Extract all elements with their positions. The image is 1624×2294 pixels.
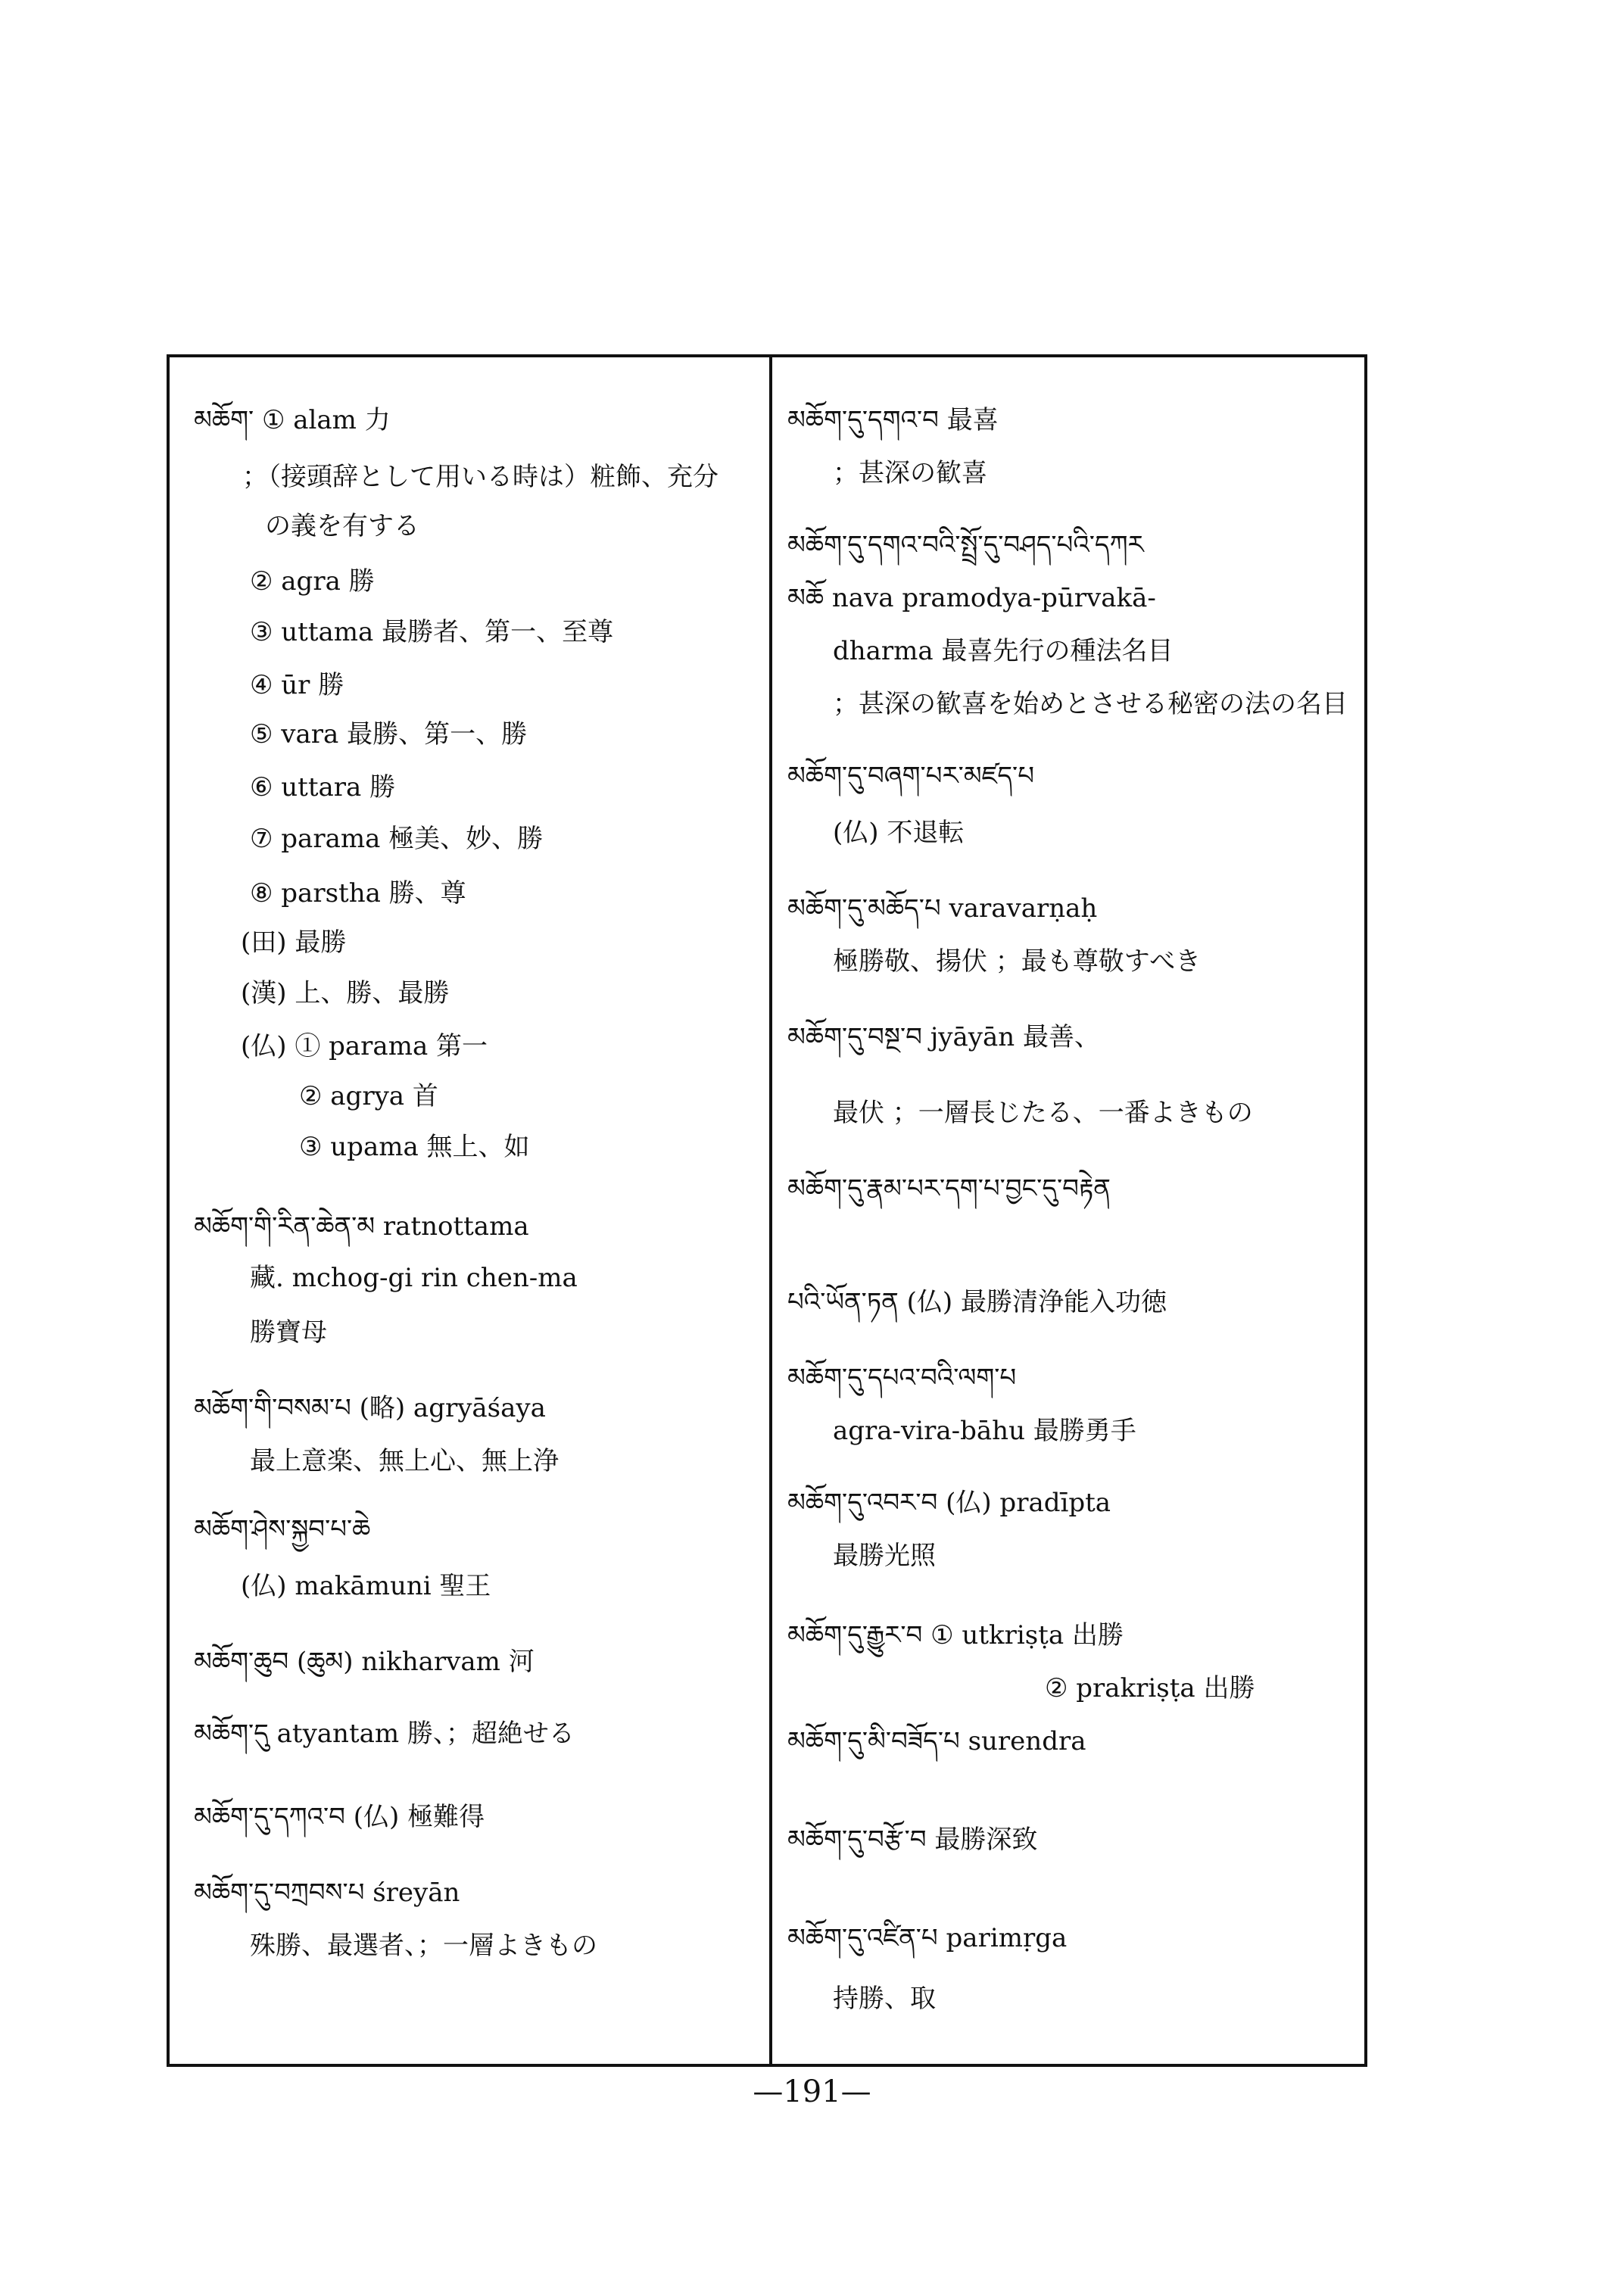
entry-line: ；甚深の歓喜を始めとさせる秘密の法の名目	[833, 689, 1348, 719]
entry-line: མཆོག་ཤེས་སྐྱབ་པ་ཆེ	[194, 1514, 371, 1544]
entry-line: ；（接頭辞として用いる時は）粧飾、充分	[242, 462, 718, 492]
entry-line: 殊勝、最選者、；一層よきもの	[250, 1931, 597, 1961]
entry-line: (仏) ① parama 第一	[241, 1031, 488, 1061]
column-divider	[769, 354, 772, 2067]
entry-line: མཆོག་གི་བསམ་པ (略) agryāśaya	[194, 1393, 546, 1423]
entry-line: མཆོག་དུ་མི་བཟོད་པ surendra	[787, 1726, 1086, 1756]
entry-line: མཆོག་དུ་འབར་བ (仏) pradīpta	[787, 1488, 1111, 1518]
entry-line: ⑦ parama 極美、妙、勝	[250, 824, 544, 854]
entry-line: མཆོག་དུ་དཀའ་བ (仏) 極難得	[194, 1802, 485, 1832]
entry-line: 勝寶母	[250, 1317, 327, 1348]
entry-line: ⑤ vara 最勝、第一、勝	[250, 719, 528, 750]
entry-line: 最上意楽、無上心、無上浄	[250, 1446, 559, 1476]
entry-line: の義を有する	[265, 511, 419, 541]
entry-line: མཆོག་དུ་མཆོད་པ varavarṇaḥ	[787, 893, 1098, 924]
entry-line: 持勝、取	[833, 1984, 936, 2014]
entry-line: མཆོག་དུ་བཀྲབས་པ śreyān	[194, 1878, 460, 1908]
entry-line: ② agrya 首	[299, 1081, 438, 1111]
entry-line: མཆོག་ ① alam 力	[194, 405, 391, 435]
entry-line: པའི་ཡོན་ཏན (仏) 最勝清浄能入功徳	[787, 1287, 1167, 1317]
entry-line: མཆོག་དུ atyantam 勝、；超絶せる	[194, 1719, 575, 1749]
entry-line: མཆོག་དུ་བརྩོ་བ 最勝深致	[787, 1825, 1038, 1855]
entry-line: མཆོག་དུ་འཛིན་པ parimṛga	[787, 1923, 1068, 1953]
entry-line: ④ ūr 勝	[250, 670, 344, 700]
page-number: —191—	[753, 2074, 871, 2109]
entry-line: ③ uttama 最勝者、第一、至尊	[250, 617, 614, 647]
entry-line: མཆོག་དུ་དཔའ་བའི་ལག་པ	[787, 1363, 1017, 1393]
entry-line: ② agra 勝	[250, 566, 375, 597]
entry-line: མཆོག་དུ་རྣམ་པར་དག་པ་བྱང་དུ་བརྟེན	[787, 1173, 1111, 1204]
entry-line: ⑥ uttara 勝	[250, 772, 396, 803]
entry-line: ② prakriṣṭa 出勝	[1045, 1673, 1255, 1703]
entry-line: agra-vira-bāhu 最勝勇手	[833, 1416, 1136, 1446]
entry-line: མཆོག་དུ་དགའ་བའི་སྤྲོ་དུ་བཤད་པའི་དཀར	[787, 530, 1144, 560]
entry-line: (田) 最勝	[241, 927, 347, 958]
entry-line: (仏) 不退転	[833, 818, 965, 848]
entry-line: མཆོག་གི་རིན་ཆེན་མ ratnottama	[194, 1211, 529, 1242]
entry-line: ⑧ parstha 勝、尊	[250, 878, 466, 909]
entry-line: མཆོག་དུ་བཞག་པར་མཛད་པ	[787, 761, 1034, 791]
entry-line: མཆོག་དུ་དགའ་བ 最喜	[787, 405, 999, 435]
entry-line: (漢) 上、勝、最勝	[241, 978, 450, 1008]
entry-line: (仏) makāmuni 聖王	[241, 1571, 491, 1601]
entry-line: མཆོག་དུ་རྒྱུར་བ ① utkriṣṭa 出勝	[787, 1620, 1124, 1650]
entry-line: མཆོག་ཆུབ (ཆུམ) nikharvam 河	[194, 1647, 535, 1677]
entry-line: 最勝光照	[833, 1541, 936, 1571]
entry-line: ③ upama 無上、如	[299, 1132, 530, 1162]
entry-line: 藏. mchog-gi rin chen-ma	[250, 1263, 578, 1293]
entry-line: ；甚深の歓喜	[833, 458, 987, 488]
entry-line: 極勝敬、揚伏 ；最も尊敬すべき	[833, 946, 1202, 977]
entry-line: dharma 最喜先行の種法名目	[833, 636, 1174, 666]
entry-line: 最伏 ；一層長じたる、一番よきもの	[833, 1098, 1253, 1128]
entry-line: མཆོག་དུ་བསྔ་བ jyāyān 最善、	[787, 1022, 1100, 1052]
entry-line: མཆོ nava pramodya-pūrvakā-	[787, 583, 1156, 613]
